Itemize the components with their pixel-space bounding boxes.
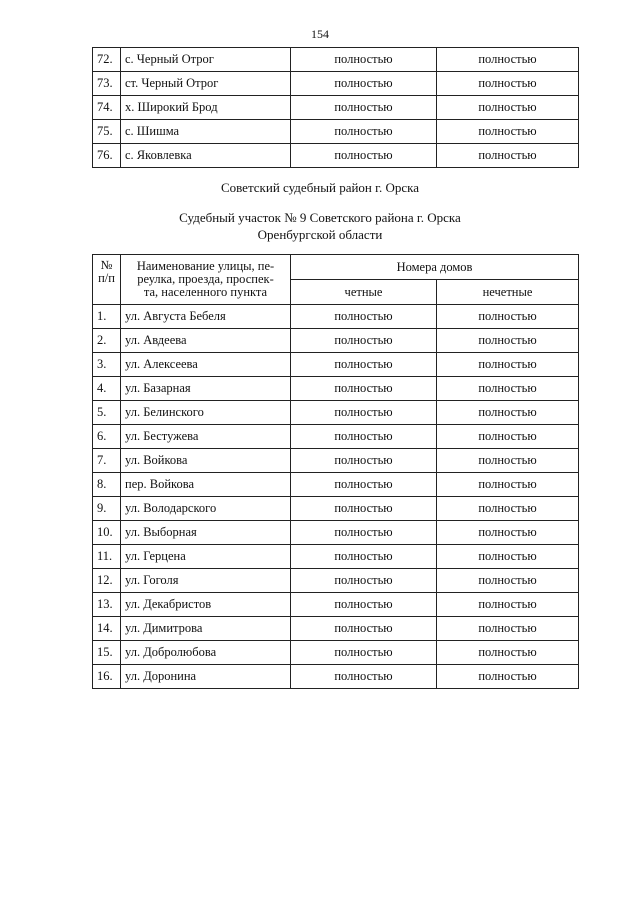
row-name: ул. Бестужева: [121, 425, 291, 449]
table-row: [93, 569, 579, 593]
row-even: полностью: [291, 329, 437, 353]
row-odd: полностью: [437, 641, 579, 665]
row-even: полностью: [291, 521, 437, 545]
streets-table: [92, 254, 579, 689]
row-odd: полностью: [437, 96, 579, 120]
table-row: [93, 353, 579, 377]
row-name: х. Широкий Брод: [121, 96, 291, 120]
row-even: полностью: [291, 96, 437, 120]
header-odd: нечетные: [437, 280, 579, 305]
row-number: 5.: [93, 401, 121, 425]
continuation-table-body: [93, 48, 579, 168]
row-even: полностью: [291, 353, 437, 377]
row-number: 1.: [93, 305, 121, 329]
row-name: с. Черный Отрог: [121, 48, 291, 72]
row-odd: полностью: [437, 473, 579, 497]
table-row: [93, 665, 579, 689]
row-number: 7.: [93, 449, 121, 473]
row-even: полностью: [291, 377, 437, 401]
table-row: [93, 96, 579, 120]
row-odd: полностью: [437, 425, 579, 449]
table-row: [93, 377, 579, 401]
streets-table-header: [93, 255, 579, 305]
row-odd: полностью: [437, 120, 579, 144]
row-odd: полностью: [437, 665, 579, 689]
row-even: полностью: [291, 425, 437, 449]
row-number: 3.: [93, 353, 121, 377]
row-odd: полностью: [437, 48, 579, 72]
row-number: 15.: [93, 641, 121, 665]
row-odd: полностью: [437, 449, 579, 473]
row-even: полностью: [291, 545, 437, 569]
row-number: 6.: [93, 425, 121, 449]
row-name: ул. Белинского: [121, 401, 291, 425]
row-number: 76.: [93, 144, 121, 168]
row-name: ул. Авдеева: [121, 329, 291, 353]
header-num: № п/п: [93, 255, 121, 305]
table-row: [93, 521, 579, 545]
row-odd: полностью: [437, 569, 579, 593]
table-row: [93, 144, 579, 168]
row-name: с. Яковлевка: [121, 144, 291, 168]
row-odd: полностью: [437, 497, 579, 521]
row-even: полностью: [291, 120, 437, 144]
row-even: полностью: [291, 665, 437, 689]
row-even: полностью: [291, 144, 437, 168]
table-row: [93, 401, 579, 425]
header-name: Наименование улицы, пе- реулка, проезда, проспек- та, населенного пункта: [121, 255, 291, 305]
row-name: ул. Добролюбова: [121, 641, 291, 665]
section-title-line2: Оренбургской области: [257, 227, 383, 242]
row-name: ул. Выборная: [121, 521, 291, 545]
row-even: полностью: [291, 617, 437, 641]
table-row: [93, 473, 579, 497]
row-number: 73.: [93, 72, 121, 96]
row-name: ст. Черный Отрог: [121, 72, 291, 96]
row-odd: полностью: [437, 305, 579, 329]
row-odd: полностью: [437, 401, 579, 425]
row-name: ул. Августа Бебеля: [121, 305, 291, 329]
table-row: [93, 305, 579, 329]
page-number: 154: [311, 27, 329, 41]
row-odd: полностью: [437, 617, 579, 641]
row-name: ул. Войкова: [121, 449, 291, 473]
row-name: ул. Доронина: [121, 665, 291, 689]
row-odd: полностью: [437, 593, 579, 617]
row-number: 12.: [93, 569, 121, 593]
section-title: [0, 209, 640, 243]
table-row: [93, 72, 579, 96]
row-odd: полностью: [437, 521, 579, 545]
row-odd: полностью: [437, 353, 579, 377]
row-name: пер. Войкова: [121, 473, 291, 497]
row-number: 16.: [93, 665, 121, 689]
row-even: полностью: [291, 305, 437, 329]
row-even: полностью: [291, 497, 437, 521]
table-row: [93, 449, 579, 473]
row-number: 72.: [93, 48, 121, 72]
row-odd: полностью: [437, 545, 579, 569]
table-row: [93, 617, 579, 641]
row-name: ул. Гоголя: [121, 569, 291, 593]
row-name: с. Шишма: [121, 120, 291, 144]
row-even: полностью: [291, 401, 437, 425]
table-row: [93, 425, 579, 449]
table-row: [93, 593, 579, 617]
row-even: полностью: [291, 72, 437, 96]
row-number: 14.: [93, 617, 121, 641]
district-title: Советский судебный район г. Орска: [220, 180, 420, 195]
row-odd: полностью: [437, 329, 579, 353]
row-number: 74.: [93, 96, 121, 120]
row-name: ул. Димитрова: [121, 617, 291, 641]
row-number: 9.: [93, 497, 121, 521]
row-number: 8.: [93, 473, 121, 497]
streets-table-body: [93, 305, 579, 689]
row-name: ул. Герцена: [121, 545, 291, 569]
table-row: [93, 641, 579, 665]
table-row: [93, 48, 579, 72]
row-name: ул. Базарная: [121, 377, 291, 401]
row-odd: полностью: [437, 144, 579, 168]
row-name: ул. Декабристов: [121, 593, 291, 617]
header-even: четные: [291, 280, 437, 305]
row-even: полностью: [291, 569, 437, 593]
table-row: [93, 329, 579, 353]
header-house-numbers: Номера домов: [291, 255, 579, 280]
row-number: 75.: [93, 120, 121, 144]
row-even: полностью: [291, 473, 437, 497]
table-row: [93, 497, 579, 521]
table-row: [93, 120, 579, 144]
row-odd: полностью: [437, 72, 579, 96]
row-number: 2.: [93, 329, 121, 353]
row-number: 11.: [93, 545, 121, 569]
row-even: полностью: [291, 641, 437, 665]
row-number: 4.: [93, 377, 121, 401]
row-even: полностью: [291, 449, 437, 473]
row-name: ул. Алексеева: [121, 353, 291, 377]
row-number: 13.: [93, 593, 121, 617]
continuation-table: [92, 47, 579, 168]
row-odd: полностью: [437, 377, 579, 401]
row-even: полностью: [291, 48, 437, 72]
row-even: полностью: [291, 593, 437, 617]
section-title-line1: Судебный участок № 9 Советского района г. Орска: [179, 210, 461, 225]
row-name: ул. Володарского: [121, 497, 291, 521]
row-number: 10.: [93, 521, 121, 545]
table-row: [93, 545, 579, 569]
